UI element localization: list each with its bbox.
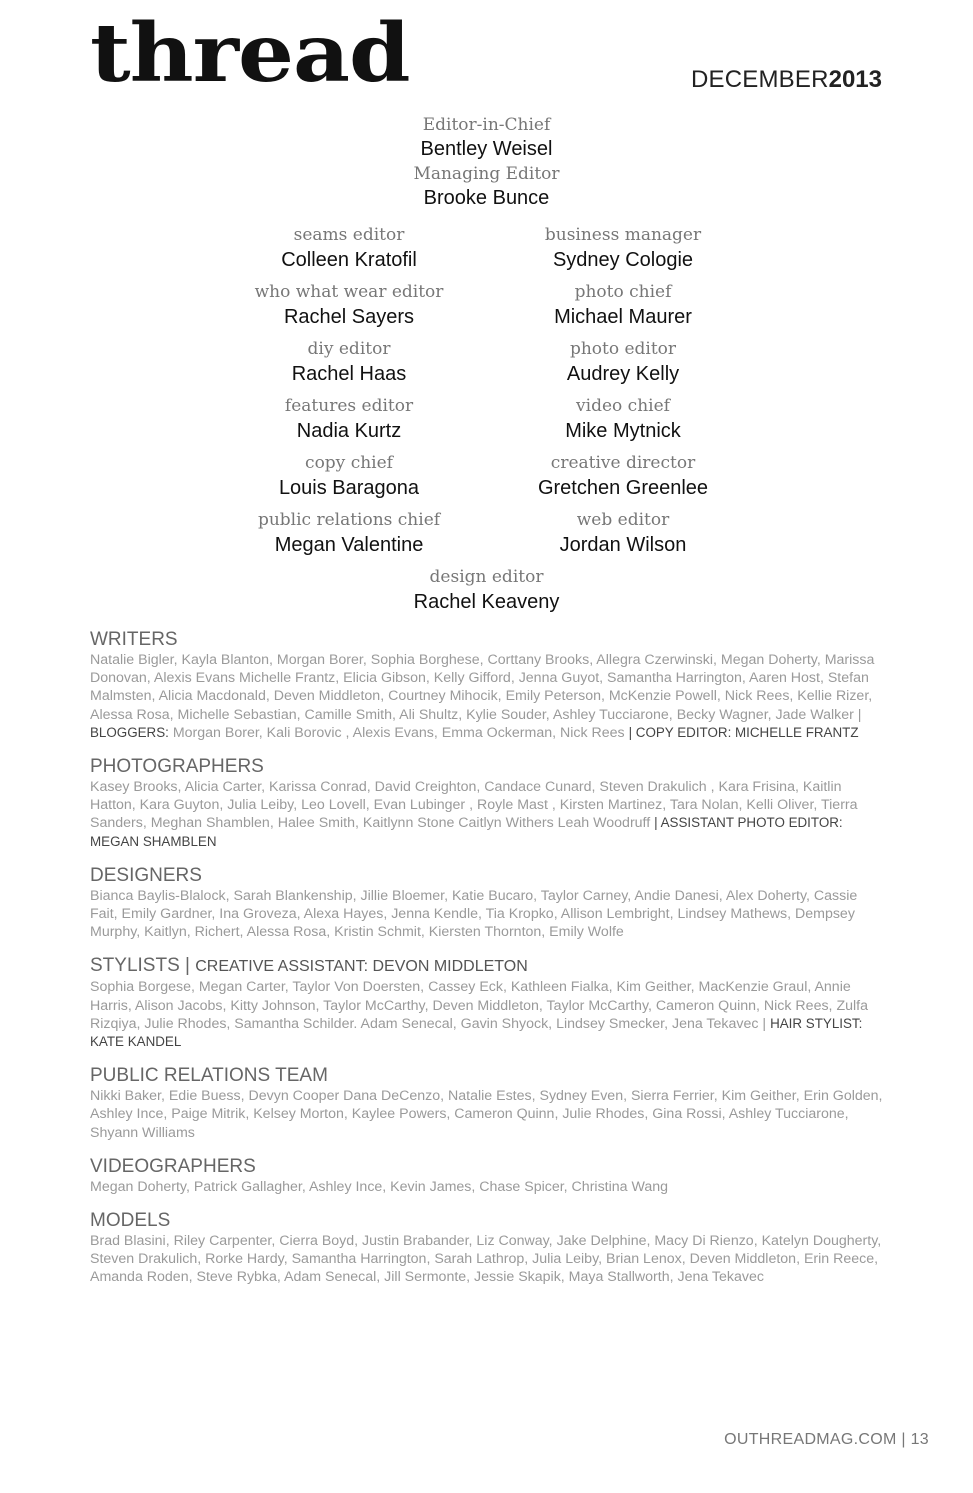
staff-name: Michael Maurer [554, 306, 692, 328]
staff-role: creative director [550, 453, 696, 473]
staff-entry [463, 451, 783, 508]
photographers-names [90, 778, 885, 851]
staff-role: features editor [284, 396, 414, 416]
section-heading: PHOTOGRAPHERS [90, 756, 264, 778]
section-heading: PUBLIC RELATIONS TEAM [90, 1065, 328, 1087]
videographers-names: Megan Doherty, Patrick Gallagher, Ashley Ince, Kevin James, Chase Spicer, Christina Wang [90, 1178, 669, 1195]
staff-entry [189, 337, 509, 394]
writers-names [90, 651, 885, 742]
staff-name: Audrey Kelly [566, 363, 680, 385]
stylists-section [90, 955, 885, 1051]
staff-name: Nadia Kurtz [296, 420, 402, 442]
staff-entry [189, 280, 509, 337]
issue-date [691, 68, 882, 92]
staff-entry [189, 223, 509, 280]
staff-role: Managing Editor [413, 164, 560, 184]
stylists-list: Sophia Borgese, Megan Carter, Taylor Von Doersten, Cassey Eck, Kathleen Fialka, Kim Geither, MacKenzie Graul, Annie Harris, Alison Jacobs, Kitty Johnson, Taylor McCarthy, Deven Middleton, Taylor McCarthy, Cameron Quinn, Nick Rees, Zulfa Rizqiya, Julie Rhodes, Samantha Schilder. Adam Senecal, Gavin Shyock, Lindsey Smecker, Jena Tekavec | [90, 979, 868, 1032]
page-footer [724, 1431, 929, 1449]
staff-entry [463, 394, 783, 451]
staff-role: diy editor [307, 339, 391, 359]
staff-role: photo chief [574, 282, 672, 302]
staff-role: business manager [544, 225, 702, 245]
page-number: 13 [910, 1431, 929, 1448]
staff-name: Brooke Bunce [423, 187, 550, 209]
staff-entry [463, 223, 783, 280]
section-heading: VIDEOGRAPHERS [90, 1155, 256, 1177]
staff-role: who what wear editor [254, 282, 444, 302]
issue-month: DECEMBER [690, 66, 829, 93]
staff-role: photo editor [569, 339, 677, 359]
writers-list: Natalie Bigler, Kayla Blanton, Morgan Borer, Sophia Borghese, Corttany Brooks, Allegra Czerwinski, Megan Doherty, Marissa Donovan, Alexis Evans Michelle Frantz, Elicia Gibson, Kelly Gifford, Jenna Guyot, Samantha Harrington, Aaren Host, Stefan Malmsten, Alicia Macdonald, Deven Middleton, Courtney Mihocik, Emily Peterson, McKenzie Powell, Nick Rees, Kellie Rizer, Alessa Rosa, Michelle Sebastian, Camille Smith, Ali Shultz, Kylie Souder, Ashley Tucciarone, Becky Wagner, Jade Walker | [90, 652, 875, 723]
section-heading: MODELS [90, 1210, 171, 1232]
photographers-section [90, 756, 885, 851]
designers-names: Bianca Baylis-Blalock, Sarah Blankenship, Jillie Bloemer, Katie Bucaro, Taylor Carney, Andie Danesi, Alex Doherty, Cassie Fait, Emily Gardner, Ina Groveza, Alexa Hayes, Jenna Kendle, Tia Kropko, Allison Lembright, Lindsey Mathews, Dempsey Murphy, Kaitlyn, Richert, Alessa Rosa, Kristin Schmit, Kiersten Thornton, Emily Wolfe [90, 887, 858, 941]
public-relations-names: Nikki Baker, Edie Buess, Devyn Cooper Dana DeCenzo, Natalie Estes, Sydney Even, Sierra Ferrier, Kim Geither, Erin Golden, Ashley Ince, Paige Mitrik, Kelsey Morton, Kaylee Powers, Cameron Quinn, Julie Rhodes, Gina Rossi, Ashley Tucciarone, Shyann Williams [90, 1088, 883, 1141]
staff-name: Jordan Wilson [559, 534, 687, 556]
videographers-section [90, 1156, 885, 1196]
top-staff-block [0, 114, 973, 212]
staff-entry [189, 508, 509, 565]
staff-role: public relations chief [257, 510, 441, 530]
section-heading: DESIGNERS [90, 864, 202, 886]
staff-role: seams editor [293, 225, 405, 245]
issue-year: 2013 [828, 66, 882, 93]
stylists-names [90, 978, 885, 1051]
staff-role: design editor [429, 567, 544, 587]
staff-name: Rachel Sayers [283, 306, 415, 328]
staff-name: Louis Baragona [278, 477, 420, 499]
staff-role: video chief [576, 396, 670, 416]
photographers-list: Kasey Brooks, Alicia Carter, Karissa Conrad, David Creighton, Candace Cunard, Steven Drakulich , Kara Frisina, Kaitlin Hatton, Kara Guyton, Julia Leiby, Leo Lovell, Evan Lubinger , Royle Mast , Kirsten Martinez, Tara Nolan, Kelli Oliver, Tierra Sanders, Meghan Shamblen, Halee Smith, Kaitlynn Stone Caitlyn Withers Leah Woodruff [90, 779, 858, 832]
public-relations-section [90, 1065, 885, 1142]
staff-name: Colleen Kratofil [281, 249, 417, 271]
copy-editor-credit: | COPY EDITOR: MICHELLE FRANTZ [628, 724, 859, 740]
creative-assistant-credit: CREATIVE ASSISTANT: DEVON MIDDLETON [195, 958, 528, 976]
staff-column-right [463, 223, 783, 565]
staff-name: Rachel Haas [291, 363, 407, 385]
staff-name: Gretchen Greenlee [537, 477, 709, 499]
staff-entry [463, 508, 783, 565]
credits-block [90, 629, 885, 1301]
staff-role: web editor [576, 510, 670, 530]
stylists-heading: STYLISTS | [90, 955, 190, 977]
designers-section [90, 865, 885, 942]
staff-entry [463, 337, 783, 394]
staff-name: Bentley Weisel [420, 138, 553, 160]
assistant-photo-editor-credit: | ASSISTANT PHOTO EDITOR: MEGAN SHAMBLEN [90, 815, 843, 849]
section-heading [90, 955, 885, 978]
staff-role: copy chief [305, 453, 393, 473]
hair-stylist-credit: HAIR STYLIST: KATE KANDEL [90, 1015, 863, 1050]
models-section [90, 1210, 885, 1287]
staff-entry [189, 394, 509, 451]
staff-role: Editor-in-Chief [422, 115, 551, 135]
design-staff-block [0, 565, 973, 615]
writers-section [90, 629, 885, 742]
staff-name: Megan Valentine [274, 534, 424, 556]
section-heading: WRITERS [90, 629, 178, 650]
bloggers-label: BLOGGERS: [90, 724, 169, 740]
thread-logo: thread [90, 4, 410, 101]
staff-name: Sydney Cologie [552, 249, 694, 271]
models-names: Brad Blasini, Riley Carpenter, Cierra Boyd, Justin Brabander, Liz Conway, Jake Delphine, Macy Di Rienzo, Katelyn Dougherty, Steven Drakulich, Rorke Hardy, Samantha Harrington, Sarah Lathrop, Julia Leiby, Brian Lenox, Deven Middleton, Erin Reece, Amanda Roden, Steve Rybka, Adam Senecal, Jill Sermonte, Jessie Skapik, Maya Stallworth, Jena Tekavec [90, 1233, 882, 1286]
staff-entry [189, 451, 509, 508]
website-url: OUTHREADMAG.COM [724, 1431, 897, 1448]
staff-name: Rachel Keaveny [413, 591, 560, 613]
staff-name: Mike Mytnick [565, 420, 681, 442]
staff-column-left [189, 223, 509, 565]
footer-separator: | [901, 1431, 906, 1448]
bloggers-list: Morgan Borer, Kali Borovic , Alexis Evans, Emma Ockerman, Nick Rees [172, 724, 625, 741]
staff-entry [463, 280, 783, 337]
